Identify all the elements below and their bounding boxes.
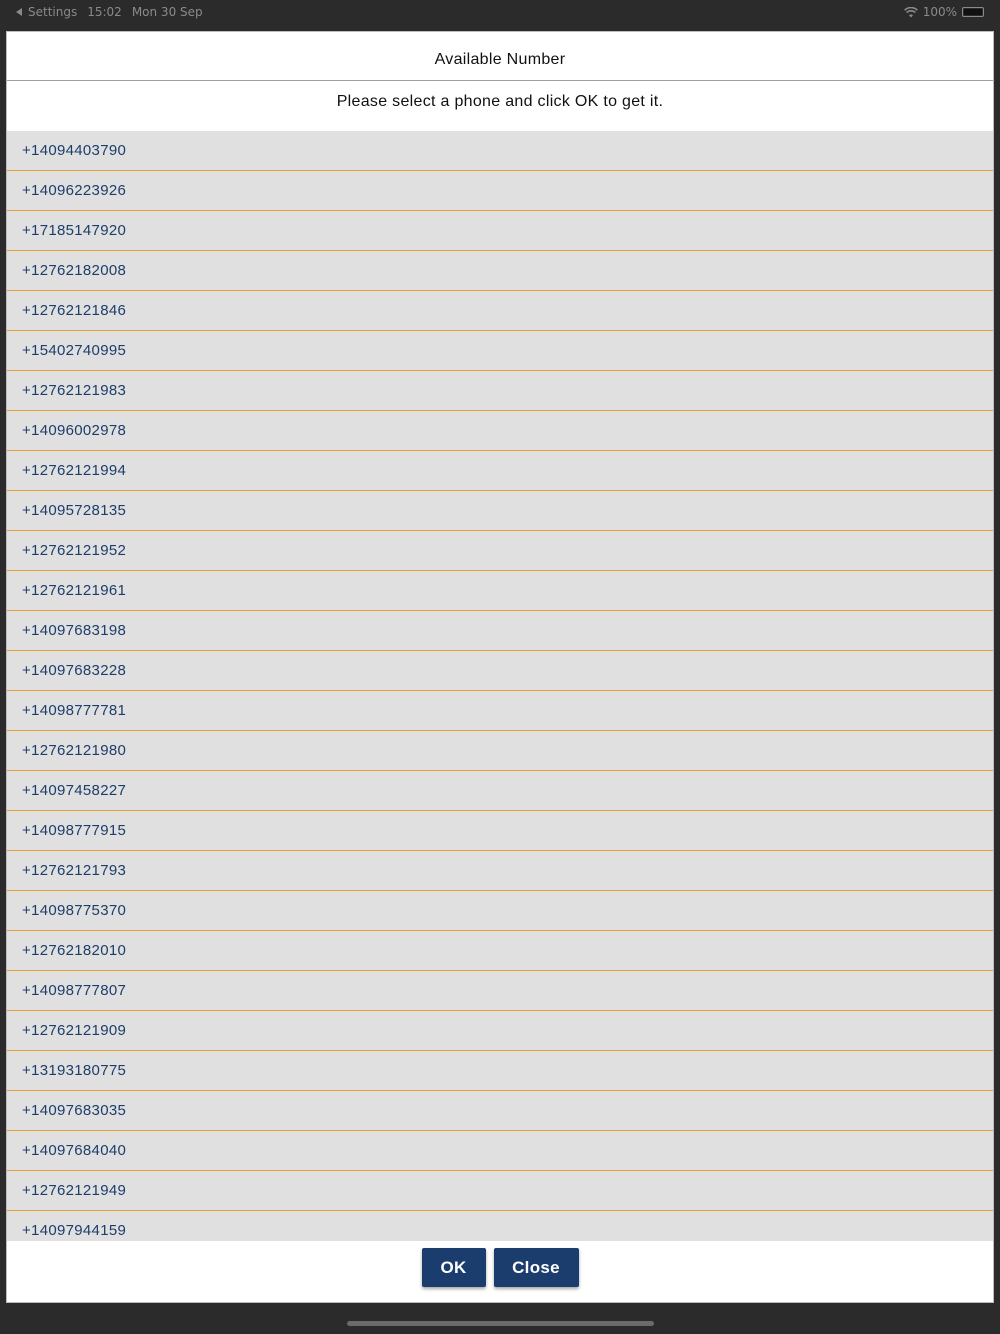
dialog-title: Available Number: [7, 32, 993, 81]
phone-number-row[interactable]: +12762121952: [7, 531, 993, 571]
phone-number-row[interactable]: +12762121994: [7, 451, 993, 491]
status-bar: [0, 0, 1000, 26]
phone-number-row[interactable]: +14098777807: [7, 971, 993, 1011]
status-time: 15:02: [87, 5, 122, 19]
status-left: [16, 5, 203, 19]
dialog-button-bar: [7, 1241, 993, 1302]
phone-number-row[interactable]: +15402740995: [7, 331, 993, 371]
phone-number-row[interactable]: +12762121961: [7, 571, 993, 611]
phone-number-row[interactable]: +14094403790: [7, 131, 993, 171]
phone-number-row[interactable]: +12762121793: [7, 851, 993, 891]
phone-number-row[interactable]: +14098777915: [7, 811, 993, 851]
back-arrow-icon[interactable]: [16, 8, 22, 16]
status-right: [904, 5, 984, 19]
phone-number-row[interactable]: +12762182008: [7, 251, 993, 291]
phone-number-row[interactable]: +14096223926: [7, 171, 993, 211]
phone-number-row[interactable]: +12762121949: [7, 1171, 993, 1211]
phone-number-row[interactable]: +12762121909: [7, 1011, 993, 1051]
phone-number-list[interactable]: [7, 131, 993, 1241]
phone-number-row[interactable]: +14098775370: [7, 891, 993, 931]
phone-number-row[interactable]: +13193180775: [7, 1051, 993, 1091]
phone-number-row[interactable]: +12762121983: [7, 371, 993, 411]
phone-number-row[interactable]: +12762121846: [7, 291, 993, 331]
ok-button[interactable]: OK: [422, 1248, 486, 1287]
phone-number-row[interactable]: +14095728135: [7, 491, 993, 531]
phone-number-row[interactable]: +14098777781: [7, 691, 993, 731]
phone-number-row[interactable]: +14097683198: [7, 611, 993, 651]
phone-number-row[interactable]: +17185147920: [7, 211, 993, 251]
close-button[interactable]: Close: [494, 1248, 579, 1287]
home-indicator: [347, 1321, 654, 1326]
wifi-icon: [904, 7, 918, 18]
phone-number-row[interactable]: +14097683228: [7, 651, 993, 691]
available-number-dialog: [6, 31, 994, 1303]
phone-number-row[interactable]: +14097683035: [7, 1091, 993, 1131]
phone-number-row[interactable]: +14096002978: [7, 411, 993, 451]
status-date: Mon 30 Sep: [131, 5, 203, 19]
battery-percentage: 100%: [922, 5, 957, 19]
battery-icon: [962, 7, 984, 17]
phone-number-row[interactable]: +14097684040: [7, 1131, 993, 1171]
phone-number-row[interactable]: +14097944159: [7, 1211, 993, 1241]
back-to-settings-link[interactable]: Settings: [28, 5, 78, 19]
phone-number-row[interactable]: +12762182010: [7, 931, 993, 971]
phone-number-row[interactable]: +12762121980: [7, 731, 993, 771]
dialog-message: Please select a phone and click OK to get it.: [336, 93, 664, 110]
phone-number-row[interactable]: +14097458227: [7, 771, 993, 811]
